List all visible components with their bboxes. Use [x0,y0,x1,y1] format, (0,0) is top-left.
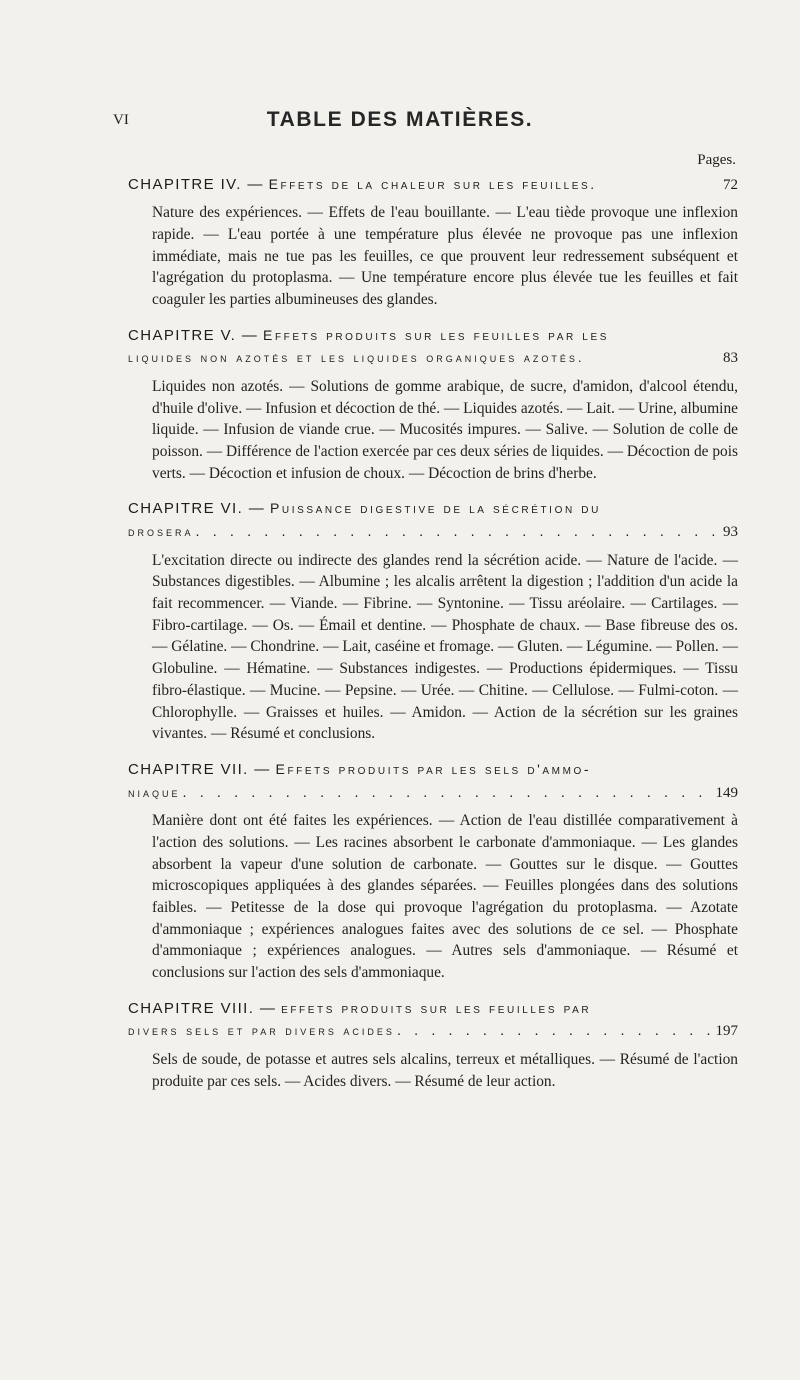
pages-column-label: Pages. [697,152,736,168]
dot-leader [196,522,721,544]
chapter-heading [128,998,738,1043]
chapter-number: CHAPITRE V. — [128,326,259,344]
chapter-heading [128,498,738,543]
chapter-title-continued: divers sels et par divers acides [128,1023,395,1039]
chapter-summary: Manière dont ont été faites les expériences. — Action de l'eau distillée comparativement à l'action des solutions. — Les racines absorbent le carbonate d'ammoniaque. — Les glandes absorbent la vapeur d'une solution de carbonate. — Gouttes sur le disque. — Gouttes microscopiques appliquées à des glandes séparées. — Feuilles plongées dans des solutions faibles. — Petitesse de la dose qui provoque l'agrégation du protoplasma. — Azotate d'ammoniaque ; expériences analogues faites avec des solutions de ce sel. — Phosphate d'ammoniaque ; expériences analogues. — Autres sels d'ammoniaque. — Résumé et conclusions sur l'action des sels d'ammoniaque. [152,812,738,982]
chapter-title: effets produits sur les feuilles par [281,999,592,1016]
toc-entry-chapter-5 [126,325,738,485]
chapter-summary: Nature des expériences. — Effets de l'eau bouillante. — L'eau tiède provoque une inflexion rapide. — L'eau portée à une température plus élevée ne provoque pas une inflexion immédiate, mais ne tue pas les feuilles, ce que prouvent leur redressement subséquent et l'agrégation du protoplasma. — Une température encore plus élevée tue les feuilles et fait coaguler les parties albumineuses des glandes. [152,204,738,308]
chapter-heading [128,325,738,370]
chapter-page-number: 149 [715,784,738,801]
toc-entry-chapter-6 [126,498,738,745]
chapter-title-continued: niaque [128,784,181,800]
chapter-title-continued: liquides non azotés et les liquides organiques azotés. [128,350,585,366]
chapter-number: CHAPITRE VI. — [128,500,266,518]
chapter-heading [128,174,738,197]
chapter-title: Effets produits par les sels d'ammo- [275,760,592,777]
chapter-page-number: 197 [715,1023,738,1040]
chapter-number: CHAPITRE VIII. — [128,999,277,1017]
chapter-page-number: 72 [723,176,738,193]
chapter-number: CHAPITRE IV. — [128,175,264,193]
table-of-contents [126,150,738,1106]
page-folio: VI [113,112,129,128]
toc-entry-chapter-8 [126,998,738,1093]
dot-leader [183,783,714,805]
chapter-title: Effets de la chaleur sur les feuilles. [268,175,597,192]
chapter-title: Effets produits sur les feuilles par les [263,326,609,343]
page-header [0,108,800,138]
chapter-title-continued: drosera [128,524,194,539]
toc-entry-chapter-7 [126,759,738,984]
chapter-page-number: 93 [723,524,738,540]
chapter-summary: Liquides non azotés. — Solutions de gomme arabique, de sucre, d'amidon, d'alcool étendu, d'huile d'olive. — Infusion et décoction de thé. — Liquides azotés. — Lait. — Urine, albumine liquide. — Infusion de viande crue. — Mucosités impures. — Salive. — Solution de colle de poisson. — Différence de l'action exercée par ces deux séries de liquides. — Décoction de pois verts. — Décoction et infusion de choux. — Décoction de brins d'herbe. [152,377,738,482]
dot-leader [397,1021,714,1043]
chapter-page-number: 83 [723,350,738,367]
chapter-summary: Sels de soude, de potasse et autres sels alcalins, terreux et métalliques. — Résumé de l'action produite par ces sels. — Acides divers. — Résumé de leur action. [152,1050,738,1090]
running-title: TABLE DES MATIÈRES. [266,108,534,131]
chapter-summary: L'excitation directe ou indirecte des glandes rend la sécrétion acide. — Nature de l'acide. — Substances digestibles. — Albumine ; les alcalis arrêtent la digestion ; l'addition d'un acide la fait recommencer. — Viande. — Fibrine. — Syntonine. — Tissu aréolaire. — Cartilages. — Fibro-cartilage. — Os. — Émail et dentine. — Phosphate de chaux. — Base fibreuse des os. — Gélatine. — Chondrine. — Lait, caséine et fromage. — Gluten. — Légumine. — Pollen. — Globuline. — Hématine. — Substances indigestes. — Productions épidermiques. — Tissu fibro-élastique. — Mucine. — Pepsine. — Urée. — Chitine. — Cellulose. — Fulmi-coton. — Chlorophylle. — Graisses et huiles. — Amidon. — Action de la sécrétion sur les graines vivantes. — Résumé et conclusions. [152,551,738,743]
chapter-title: Puissance digestive de la sécrétion du [269,500,601,517]
toc-entry-chapter-4 [126,174,738,311]
chapter-number: CHAPITRE VII. — [128,760,271,778]
chapter-heading [128,759,738,804]
